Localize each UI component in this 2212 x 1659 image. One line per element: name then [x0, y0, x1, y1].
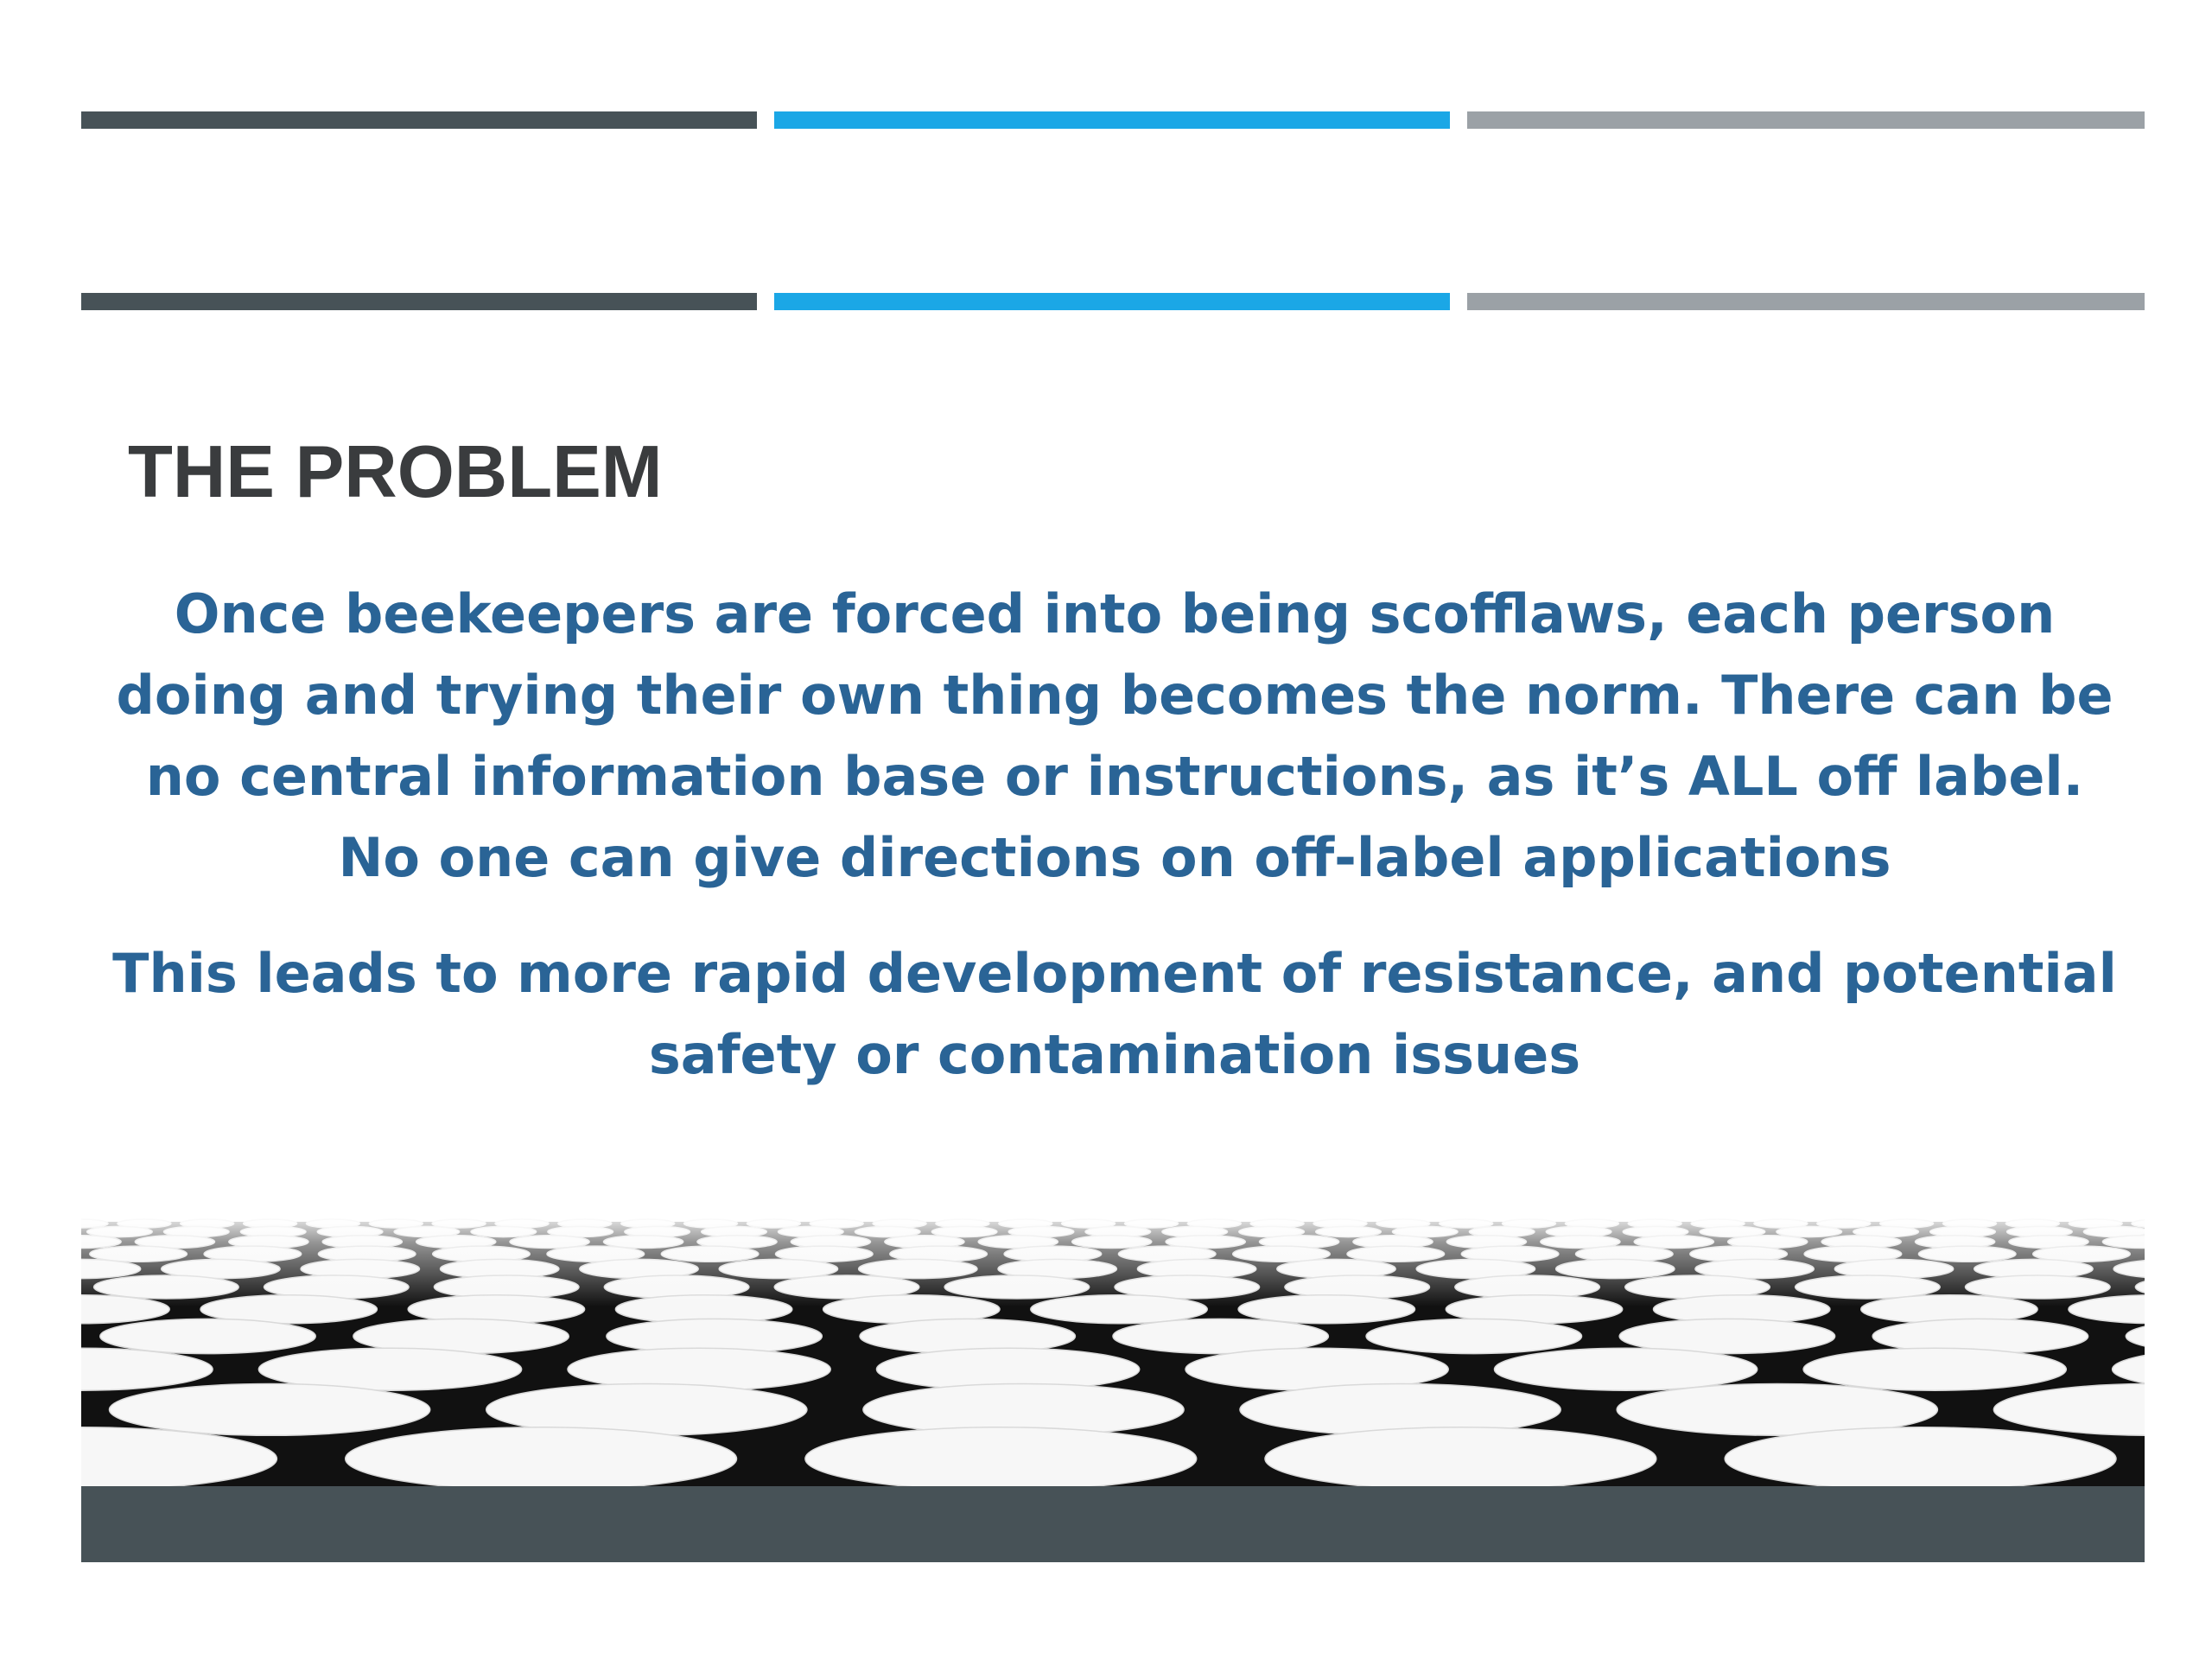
footer-bar — [81, 1486, 2145, 1562]
second-rule-gray — [1467, 293, 2145, 310]
top-rule-blue — [774, 111, 1450, 129]
decorative-disc-floor-image — [81, 1210, 2145, 1486]
slide-title: THE PROBLEM — [128, 431, 663, 513]
body-paragraph: Once beekeepers are forced into being scofflaws, each person doing and trying their own thing becomes the norm. There can be no central information base or instructions, as it’s ALL off label. No one can give directions on off-label applications — [116, 582, 2113, 889]
second-rule-dark — [81, 293, 757, 310]
second-rule-blue — [774, 293, 1450, 310]
top-rule-gray — [1467, 111, 2145, 129]
top-rule-dark — [81, 111, 757, 129]
body-paragraph: This leads to more rapid development of resistance, and potential safety or contamination issues — [112, 942, 2117, 1086]
